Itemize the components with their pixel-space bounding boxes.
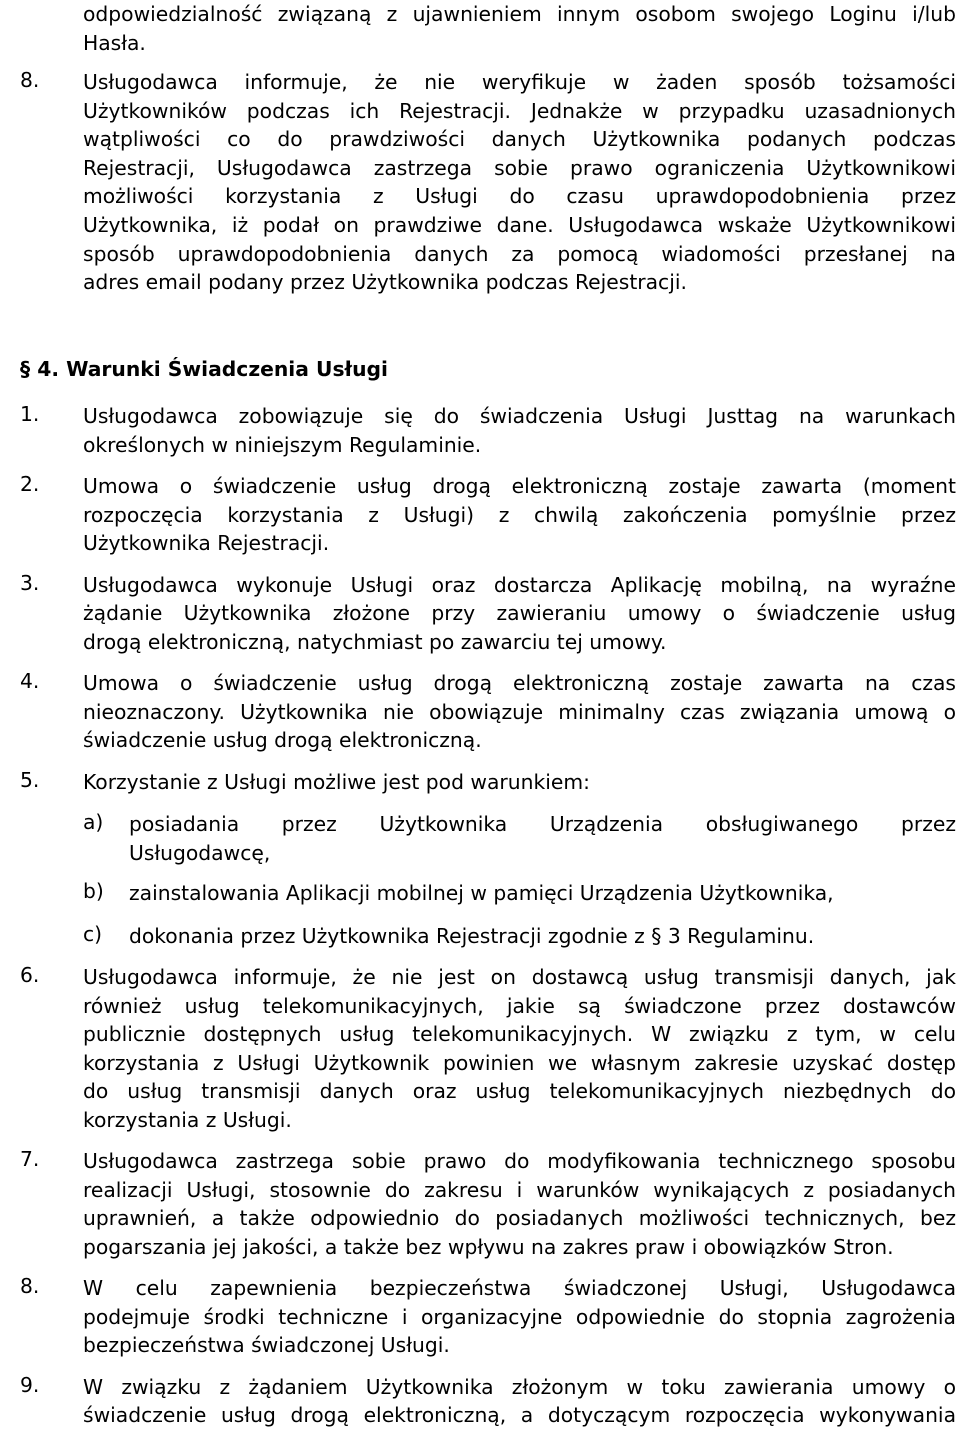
text-line: Użytkownika, iż podał on prawdziwe dane. Usługodawca wskaże Użytkownikowi	[83, 213, 956, 237]
list-item-number: 4.	[20, 669, 40, 693]
text-line: Hasła.	[83, 31, 146, 55]
text-line: dokonania przez Użytkownika Rejestracji zgodnie z § 3 Regulaminu.	[129, 924, 815, 948]
text-line: realizacji Usługi, stosownie do zakresu i warunków wynikających z posiadanych	[83, 1178, 956, 1202]
sub-list-item-letter: a)	[83, 810, 104, 834]
text-line: Użytkowników podczas ich Rejestracji. Jednakże w przypadku uzasadnionych	[83, 99, 956, 123]
text-line: Usługodawca zastrzega sobie prawo do modyfikowania technicznego sposobu	[83, 1149, 956, 1173]
section-symbol: §	[20, 357, 31, 381]
text-line: odpowiedzialność związaną z ujawnieniem innym osobom swojego Loginu i/lub	[83, 2, 956, 26]
text-line: sposób uprawdopodobnienia danych za pomocą wiadomości przesłanej na	[83, 242, 956, 266]
text-line: adres email podany przez Użytkownika podczas Rejestracji.	[83, 270, 687, 294]
paragraph-continuation	[0, 29, 960, 69]
section-heading	[20, 357, 388, 381]
text-line: publicznie dostępnych usług telekomunikacyjnych. W związku z tym, w celu	[83, 1022, 956, 1046]
text-line: W celu zapewnienia bezpieczeństwa świadczonej Usługi, Usługodawca	[83, 1276, 956, 1300]
text-line: Korzystanie z Usługi możliwe jest pod warunkiem:	[83, 770, 590, 794]
text-line: do usług transmisji danych oraz usług telekomunikacyjnych niezbędnych do	[83, 1079, 956, 1103]
sub-list-item	[0, 922, 960, 962]
list-item-number: 1.	[20, 402, 40, 426]
list-item-number: 2.	[20, 472, 40, 496]
text-line: W związku z żądaniem Użytkownika złożonym w toku zawierania umowy o	[83, 1375, 956, 1399]
text-line: pogarszania jej jakości, a także bez wpływu na zakres praw i obowiązków Stron.	[83, 1235, 894, 1259]
text-line: Usługodawcę,	[129, 841, 271, 865]
text-line: Usługodawca informuje, że nie jest on dostawcą usług transmisji danych, jak	[83, 965, 956, 989]
text-line: również usług telekomunikacyjnych, jakie są świadczone przez dostawców	[83, 994, 956, 1018]
sub-list-item	[0, 879, 960, 919]
text-line: określonych w niniejszym Regulaminie.	[83, 433, 482, 457]
text-line: Rejestracji, Usługodawca zastrzega sobie prawo ograniczenia Użytkownikowi	[83, 156, 956, 180]
text-line: zainstalowania Aplikacji mobilnej w pamięci Urządzenia Użytkownika,	[129, 881, 834, 905]
section-title: 4. Warunki Świadczenia Usługi	[37, 357, 388, 381]
text-line: rozpoczęcia korzystania z Usługi) z chwilą zakończenia pomyślnie przez	[83, 503, 956, 527]
text-line: żądanie Użytkownika złożone przy zawieraniu umowy o świadczenie usług	[83, 601, 956, 625]
text-line: Usługodawca informuje, że nie weryfikuje w żaden sposób tożsamości	[83, 70, 956, 94]
text-line: świadczenie usług drogą elektroniczną.	[83, 728, 482, 752]
text-line: drogą elektroniczną, natychmiast po zawarciu tej umowy.	[83, 630, 667, 654]
list-item-number: 8.	[20, 68, 40, 92]
text-line: możliwości korzystania z Usługi do czasu uprawdopodobnienia przez	[83, 184, 956, 208]
text-line: Usługodawca zobowiązuje się do świadczenia Usługi Justtag na warunkach	[83, 404, 956, 428]
list-item-number: 9.	[20, 1373, 40, 1397]
text-line: posiadania przez Użytkownika Urządzenia obsługiwanego przez	[129, 812, 956, 836]
text-line: świadczenie usług drogą elektroniczną, a dotyczącym rozpoczęcia wykonywania	[83, 1403, 956, 1427]
text-line: Usługodawca wykonuje Usługi oraz dostarcza Aplikację mobilną, na wyraźne	[83, 573, 956, 597]
list-item-number: 6.	[20, 963, 40, 987]
sub-list-item-letter: c)	[83, 922, 103, 946]
sub-list-item-letter: b)	[83, 879, 104, 903]
text-line: Umowa o świadczenie usług drogą elektroniczną zostaje zawarta na czas	[83, 671, 956, 695]
text-line: Umowa o świadczenie usług drogą elektroniczną zostaje zawarta (moment	[83, 474, 956, 498]
list-item-number: 7.	[20, 1147, 40, 1171]
text-line: korzystania z Usługi Użytkownik powinien we własnym zakresie uzyskać dostęp	[83, 1051, 956, 1075]
text-line: podejmuje środki techniczne i organizacyjne odpowiednie do stopnia zagrożenia	[83, 1305, 956, 1329]
list-item-number: 3.	[20, 571, 40, 595]
text-line: korzystania z Usługi.	[83, 1108, 292, 1132]
text-line: wątpliwości co do prawdziwości danych Użytkownika podanych podczas	[83, 127, 956, 151]
list-item-number: 5.	[20, 768, 40, 792]
text-line: nieoznaczony. Użytkownika nie obowiązuje minimalny czas związania umową o	[83, 700, 956, 724]
text-line: bezpieczeństwa świadczonej Usługi.	[83, 1333, 450, 1357]
text-line: Użytkownika Rejestracji.	[83, 531, 330, 555]
list-item	[0, 768, 960, 808]
text-line: uprawnień, a także odpowiednio do posiadanych możliwości technicznych, bez	[83, 1206, 956, 1230]
list-item-number: 8.	[20, 1274, 40, 1298]
